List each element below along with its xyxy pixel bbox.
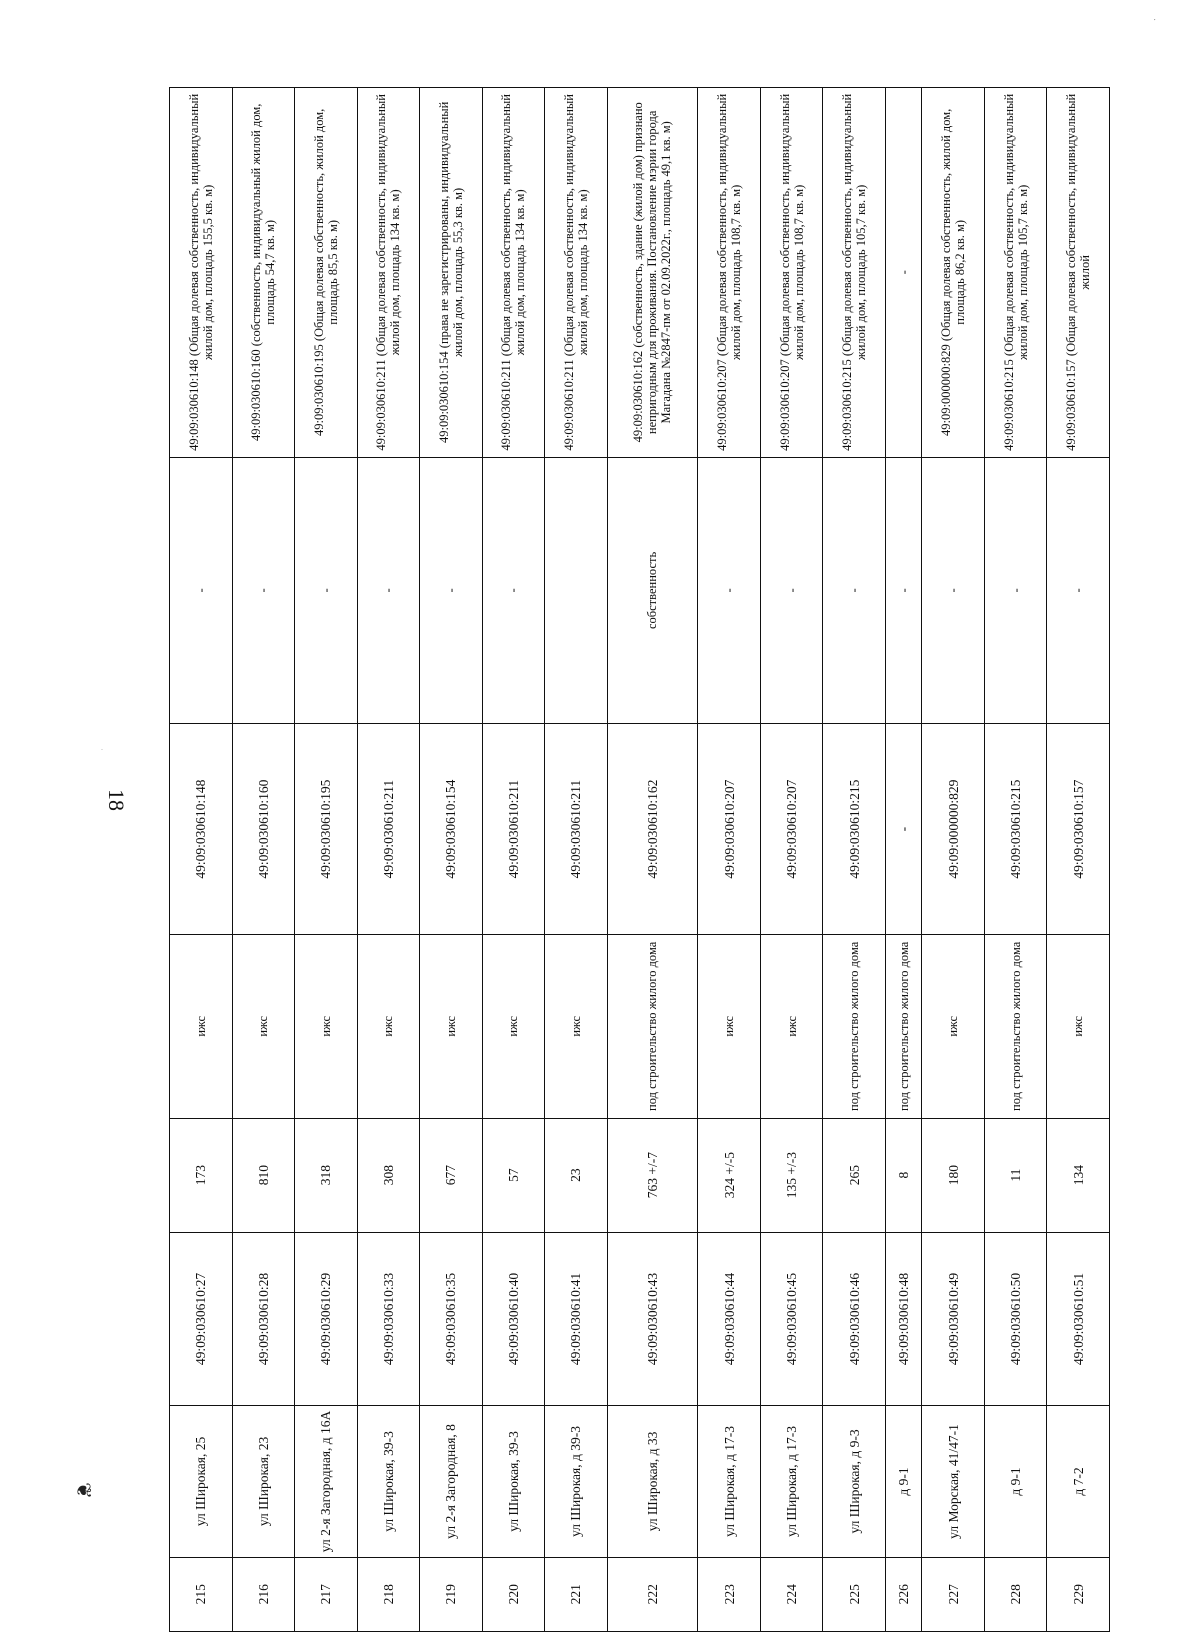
- address-cell: ул Широкая, 39-3: [357, 1406, 420, 1557]
- cadastral-number-cell: 49:09:030610:44: [698, 1232, 761, 1406]
- address-cell: ул Широкая, д 17-3: [760, 1406, 823, 1557]
- right-type-cell: -: [295, 457, 358, 724]
- building-cadastral-cell: -: [885, 724, 922, 935]
- cadastral-number-cell: 49:09:030610:28: [232, 1232, 295, 1406]
- table-row: [698, 88, 761, 1632]
- cadastral-number-cell: 49:09:030610:35: [420, 1232, 483, 1406]
- permitted-use-cell: ижс: [482, 935, 545, 1119]
- area-cell: 308: [357, 1118, 420, 1232]
- permitted-use-cell: ижс: [295, 935, 358, 1119]
- right-type-cell: -: [1047, 457, 1110, 724]
- row-number: 229: [1047, 1557, 1110, 1631]
- permitted-use-cell: ижс: [545, 935, 608, 1119]
- cadastral-number-cell: 49:09:030610:45: [760, 1232, 823, 1406]
- right-type-cell: -: [760, 457, 823, 724]
- rotated-table-wrapper: [169, 87, 1110, 1632]
- permitted-use-cell: под строительство жилого дома: [823, 935, 886, 1119]
- cadastral-number-cell: 49:09:030610:33: [357, 1232, 420, 1406]
- permitted-use-cell: ижс: [420, 935, 483, 1119]
- table-row: [420, 88, 483, 1632]
- address-cell: ул Широкая, 25: [170, 1406, 233, 1557]
- table-row: [823, 88, 886, 1632]
- area-cell: 180: [922, 1118, 985, 1232]
- area-cell: 134: [1047, 1118, 1110, 1232]
- area-cell: 763 +/-7: [607, 1118, 698, 1232]
- row-number: 217: [295, 1557, 358, 1631]
- cadastral-number-cell: 49:09:030610:27: [170, 1232, 233, 1406]
- row-number: 216: [232, 1557, 295, 1631]
- scan-dot: ·: [1148, 17, 1160, 22]
- right-type-cell: -: [984, 457, 1047, 724]
- building-cadastral-cell: 49:09:030610:215: [984, 724, 1047, 935]
- scan-mark: ❦: [71, 1482, 94, 1499]
- building-cadastral-cell: 49:09:030610:160: [232, 724, 295, 935]
- cadastral-number-cell: 49:09:030610:51: [1047, 1232, 1110, 1406]
- table-row: [1047, 88, 1110, 1632]
- right-type-cell: -: [232, 457, 295, 724]
- row-number: 224: [760, 1557, 823, 1631]
- address-cell: д 7-2: [1047, 1406, 1110, 1557]
- permitted-use-cell: ижс: [922, 935, 985, 1119]
- cadastral-number-cell: 49:09:030610:50: [984, 1232, 1047, 1406]
- table-row: [984, 88, 1047, 1632]
- address-cell: ул Широкая, д 17-3: [698, 1406, 761, 1557]
- right-type-cell: -: [885, 457, 922, 724]
- address-cell: ул Широкая, 39-3: [482, 1406, 545, 1557]
- area-cell: 677: [420, 1118, 483, 1232]
- address-cell: ул Морская, 41/47-1: [922, 1406, 985, 1557]
- object-description-cell: 49:09:030610:215 (Общая долевая собственность, индивидуальный жилой дом, площадь 105,7 кв. м): [823, 88, 886, 458]
- area-cell: 318: [295, 1118, 358, 1232]
- right-type-cell: -: [823, 457, 886, 724]
- row-number: 226: [885, 1557, 922, 1631]
- permitted-use-cell: ижс: [698, 935, 761, 1119]
- row-number: 222: [607, 1557, 698, 1631]
- building-cadastral-cell: 49:09:030610:157: [1047, 724, 1110, 935]
- table-row: [170, 88, 233, 1632]
- building-cadastral-cell: 49:09:030610:148: [170, 724, 233, 935]
- page-number: 18: [104, 789, 129, 811]
- address-cell: ул Широкая, 23: [232, 1406, 295, 1557]
- building-cadastral-cell: 49:09:030610:211: [545, 724, 608, 935]
- area-cell: 265: [823, 1118, 886, 1232]
- row-number: 223: [698, 1557, 761, 1631]
- table-row: [607, 88, 698, 1632]
- row-number: 221: [545, 1557, 608, 1631]
- row-number: 215: [170, 1557, 233, 1631]
- table-row: [482, 88, 545, 1632]
- area-cell: 324 +/-5: [698, 1118, 761, 1232]
- area-cell: 135 +/-3: [760, 1118, 823, 1232]
- building-cadastral-cell: 49:09:030610:211: [357, 724, 420, 935]
- land-plots-table: [169, 87, 1110, 1632]
- area-cell: 8: [885, 1118, 922, 1232]
- row-number: 218: [357, 1557, 420, 1631]
- permitted-use-cell: ижс: [232, 935, 295, 1119]
- cadastral-number-cell: 49:09:030610:48: [885, 1232, 922, 1406]
- object-description-cell: 49:09:000000:829 (Общая долевая собственность, жилой дом, площадь 86,2 кв. м): [922, 88, 985, 458]
- object-description-cell: 49:09:030610:207 (Общая долевая собственность, индивидуальный жилой дом, площадь 108,7 кв. м): [760, 88, 823, 458]
- building-cadastral-cell: 49:09:030610:211: [482, 724, 545, 935]
- permitted-use-cell: ижс: [760, 935, 823, 1119]
- area-cell: 23: [545, 1118, 608, 1232]
- row-number: 220: [482, 1557, 545, 1631]
- address-cell: ул Широкая, д 33: [607, 1406, 698, 1557]
- right-type-cell: -: [482, 457, 545, 724]
- permitted-use-cell: ижс: [357, 935, 420, 1119]
- building-cadastral-cell: 49:09:000000:829: [922, 724, 985, 935]
- table-row: [232, 88, 295, 1632]
- address-cell: д 9-1: [885, 1406, 922, 1557]
- right-type-cell: -: [170, 457, 233, 724]
- object-description-cell: 49:09:030610:207 (Общая долевая собственность, индивидуальный жилой дом, площадь 108,7 кв. м): [698, 88, 761, 458]
- object-description-cell: 49:09:030610:211 (Общая долевая собственность, индивидуальный жилой дом, площадь 134 кв. м): [357, 88, 420, 458]
- address-cell: ул 2-я Загородная, 8: [420, 1406, 483, 1557]
- building-cadastral-cell: 49:09:030610:195: [295, 724, 358, 935]
- cadastral-number-cell: 49:09:030610:41: [545, 1232, 608, 1406]
- object-description-cell: 49:09:030610:162 (собственность, здание (жилой дом) признано непригодным для проживания. Постановление мэрии города Магадана №2847-пм от 02.09.2022г., площадь 49,1 кв. м): [607, 88, 698, 458]
- table-row: [295, 88, 358, 1632]
- table-row: [922, 88, 985, 1632]
- table-row: [885, 88, 922, 1632]
- cadastral-number-cell: 49:09:030610:43: [607, 1232, 698, 1406]
- object-description-cell: 49:09:030610:215 (Общая долевая собственность, индивидуальный жилой дом, площадь 105,7 кв. м): [984, 88, 1047, 458]
- permitted-use-cell: под строительство жилого дома: [607, 935, 698, 1119]
- object-description-cell: 49:09:030610:154 (права не зарегистрированы, индивидуальный жилой дом, площадь 55,3 кв. м): [420, 88, 483, 458]
- permitted-use-cell: под строительство жилого дома: [984, 935, 1047, 1119]
- right-type-cell: -: [922, 457, 985, 724]
- building-cadastral-cell: 49:09:030610:162: [607, 724, 698, 935]
- cadastral-number-cell: 49:09:030610:49: [922, 1232, 985, 1406]
- table-body: [170, 88, 1110, 1632]
- object-description-cell: 49:09:030610:195 (Общая долевая собственность, жилой дом, площадь 85,5 кв. м): [295, 88, 358, 458]
- area-cell: 11: [984, 1118, 1047, 1232]
- object-description-cell: 49:09:030610:211 (Общая долевая собственность, индивидуальный жилой дом, площадь 134 кв. м): [482, 88, 545, 458]
- permitted-use-cell: ижс: [170, 935, 233, 1119]
- cadastral-number-cell: 49:09:030610:40: [482, 1232, 545, 1406]
- row-number: 219: [420, 1557, 483, 1631]
- address-cell: ул Широкая, д 39-3: [545, 1406, 608, 1557]
- object-description-cell: -: [885, 88, 922, 458]
- area-cell: 57: [482, 1118, 545, 1232]
- object-description-cell: 49:09:030610:157 (Общая долевая собственность, индивидуальный жилой: [1047, 88, 1110, 458]
- building-cadastral-cell: 49:09:030610:207: [698, 724, 761, 935]
- permitted-use-cell: под строительство жилого дома: [885, 935, 922, 1119]
- right-type-cell: -: [357, 457, 420, 724]
- address-cell: ул Широкая, д 9-3: [823, 1406, 886, 1557]
- cadastral-number-cell: 49:09:030610:29: [295, 1232, 358, 1406]
- object-description-cell: 49:09:030610:160 (собственность, индивидуальный жилой дом, площадь 54,7 кв. м): [232, 88, 295, 458]
- table-row: [357, 88, 420, 1632]
- building-cadastral-cell: 49:09:030610:207: [760, 724, 823, 935]
- right-type-cell: [545, 457, 608, 724]
- building-cadastral-cell: 49:09:030610:154: [420, 724, 483, 935]
- area-cell: 810: [232, 1118, 295, 1232]
- address-cell: ул 2-я Загородная, д 16А: [295, 1406, 358, 1557]
- right-type-cell: -: [698, 457, 761, 724]
- cadastral-number-cell: 49:09:030610:46: [823, 1232, 886, 1406]
- object-description-cell: 49:09:030610:211 (Общая долевая собственность, индивидуальный жилой дом, площадь 134 кв. м): [545, 88, 608, 458]
- row-number: 225: [823, 1557, 886, 1631]
- scan-dot: ·: [96, 748, 106, 751]
- table-row: [545, 88, 608, 1632]
- building-cadastral-cell: 49:09:030610:215: [823, 724, 886, 935]
- row-number: 227: [922, 1557, 985, 1631]
- area-cell: 173: [170, 1118, 233, 1232]
- row-number: 228: [984, 1557, 1047, 1631]
- table-row: [760, 88, 823, 1632]
- object-description-cell: 49:09:030610:148 (Общая долевая собственность, индивидуальный жилой дом, площадь 155,5 кв. м): [170, 88, 233, 458]
- right-type-cell: собственность: [607, 457, 698, 724]
- address-cell: д 9-1: [984, 1406, 1047, 1557]
- right-type-cell: -: [420, 457, 483, 724]
- permitted-use-cell: ижс: [1047, 935, 1110, 1119]
